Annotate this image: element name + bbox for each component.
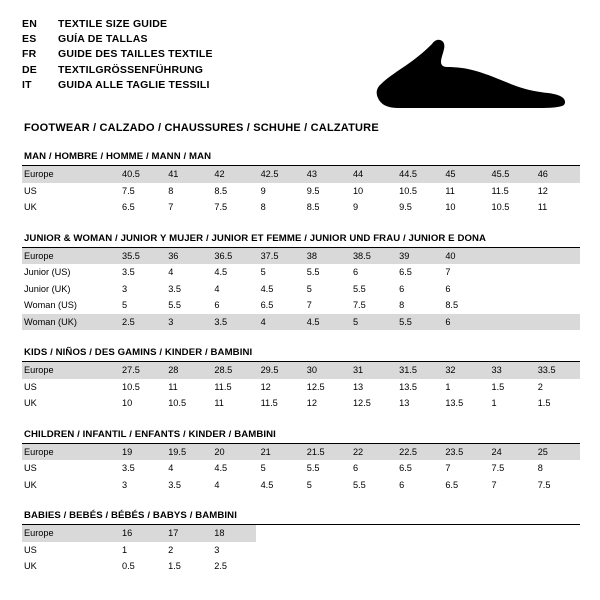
cell: 10 [352,185,364,196]
cell: 0.5 [122,561,135,571]
cell: 6.5 [399,267,412,277]
cell: 42 [210,166,256,183]
cell: 11 [537,202,548,212]
cell: 8.5 [214,185,228,196]
cell: 29.5 [257,362,303,379]
cell: 11 [214,398,224,408]
cell: 4 [257,314,303,331]
size-block-children [22,429,580,494]
cell: 39 [395,248,441,265]
cell: 13 [352,381,364,392]
language-title: GUIDA ALLE TAGLIE TESSILI [58,78,210,91]
cell: 4 [168,267,174,277]
table-row [22,362,580,379]
cell: 20 [210,444,256,461]
cell: 27.5 [118,362,164,379]
cell: 12 [306,398,317,408]
table-row [22,460,580,477]
cell: 40 [441,248,487,265]
cell: 1 [491,398,497,408]
language-title-list [22,18,213,94]
cell: 2 [537,381,543,392]
cell: 6 [399,479,405,490]
cell: 4.5 [260,283,274,294]
cell: 19 [118,444,164,461]
cell: 3 [122,283,128,294]
language-code: ES [22,33,37,46]
cell: 7 [445,267,451,277]
cell: 11.5 [491,185,509,196]
table-row [22,525,256,542]
cell: 31 [349,362,395,379]
table-row [22,395,580,412]
cell [488,281,534,298]
cell: 22.5 [395,444,441,461]
cell: 5.5 [352,479,366,490]
cell: 5 [306,479,312,490]
cell: 8.5 [445,300,459,310]
cell: 2.5 [118,314,164,331]
cell: 6.5 [260,300,274,310]
cell: 5 [349,314,395,331]
cell: 32 [441,362,487,379]
table-row [22,281,580,298]
block-label: CHILDREN / INFANTIL / ENFANTS / KINDER / BAMBINI [22,429,580,444]
size-block-babies [22,510,580,575]
row-header: US [24,185,37,196]
cell: 43 [303,166,349,183]
cell: 5 [122,300,128,310]
cell: 38.5 [349,248,395,265]
cell: 21 [257,444,303,461]
size-table [22,444,580,494]
table-row [22,444,580,461]
language-title: TEXTILE SIZE GUIDE [58,18,168,30]
cell: 16 [118,525,164,542]
cell: 25 [534,444,580,461]
cell: 36.5 [210,248,256,265]
cell: 1 [445,381,451,392]
table-row [22,199,580,216]
cell: 8 [260,202,266,212]
cell: 6 [441,314,487,331]
cell: 41 [164,166,210,183]
block-label: JUNIOR & WOMAN / JUNIOR Y MUJER / JUNIOR ET FEMME / JUNIOR UND FRAU / JUNIOR E DONA [22,233,580,248]
row-header: US [24,544,37,555]
table-row [22,477,580,494]
size-table [22,525,256,575]
cell: 2 [168,544,174,555]
cell: 6 [352,267,359,277]
block-label: KIDS / NIÑOS / DES GAMINS / KINDER / BAMBINI [22,347,580,362]
table-row [22,183,580,200]
row-header: UK [24,561,37,571]
cell: 31.5 [395,362,441,379]
cell: 12.5 [352,398,371,408]
cell: 3.5 [168,479,181,490]
language-title: GUIDE DES TAILLES TEXTILE [58,48,213,61]
cell: 1.5 [491,381,505,392]
cell: 3.5 [122,267,135,277]
cell: 4.5 [214,463,228,473]
cell: 7 [491,479,497,490]
cell: 5 [260,267,266,277]
cell: 11 [168,381,178,392]
row-header: UK [24,202,37,212]
cell: 10.5 [122,381,140,392]
cell: 7 [306,300,312,310]
table-row [22,379,580,396]
language-title: GUÍA DE TALLAS [58,33,148,46]
cell: 10 [445,202,456,212]
cell: 7.5 [352,300,366,310]
cell: 33 [488,362,534,379]
cell: 4 [168,463,174,473]
cell: 37.5 [257,248,303,265]
cell [488,314,534,331]
cell: 23.5 [441,444,487,461]
cell: 11.5 [214,381,232,392]
table-row [22,558,256,575]
cell: 7.5 [214,202,228,212]
block-label: BABIES / BEBÉS / BÉBÉS / BABYS / BAMBINI [22,510,580,525]
block-label: MAN / HOMBRE / HOMME / MANN / MAN [22,151,580,166]
cell: 24 [488,444,534,461]
language-code: FR [22,48,37,61]
table-row [22,248,580,265]
cell: 7 [168,202,174,212]
row-header: US [24,463,37,473]
cell: 9 [352,202,359,212]
cell [488,297,534,314]
cell: 3 [214,544,220,555]
cell: 11.5 [260,398,278,408]
language-row [22,33,213,48]
cell: 13.5 [399,381,418,392]
cell: 3.5 [168,283,181,294]
cell: 5.5 [168,300,181,310]
language-row [22,64,213,79]
language-row [22,48,213,63]
cell: 3.5 [122,463,135,473]
cell: 21.5 [303,444,349,461]
category-title: FOOTWEAR / CALZADO / CHAUSSURES / SCHUHE / CALZATURE [24,122,379,134]
row-header: Junior (UK) [24,283,71,294]
cell: 6.5 [445,479,459,490]
row-header: Junior (US) [24,267,71,277]
cell: 8 [168,185,174,196]
cell: 2.5 [214,561,227,571]
cell: 18 [210,525,256,542]
cell: 5.5 [306,463,320,473]
cell [534,264,580,281]
cell: 1.5 [537,398,551,408]
cell: 5.5 [352,283,366,294]
cell: 8 [537,463,543,473]
row-header: Europe [22,362,118,379]
cell: 22 [349,444,395,461]
cell: 40.5 [118,166,164,183]
cell: 10.5 [399,185,418,196]
language-code: IT [22,78,32,91]
cell: 44 [349,166,395,183]
page-header [22,18,580,110]
cell: 13.5 [445,398,464,408]
cell: 4 [214,479,220,490]
cell: 28 [164,362,210,379]
cell: 28.5 [210,362,256,379]
cell: 4 [214,283,220,294]
cell: 6 [352,463,359,473]
cell: 7.5 [122,185,135,196]
cell: 9 [260,185,266,196]
cell: 5 [260,463,266,473]
cell: 3 [122,479,128,490]
cell: 6.5 [122,202,135,212]
cell: 4.5 [214,267,228,277]
cell: 8.5 [306,202,320,212]
cell: 12.5 [306,381,325,392]
cell [488,264,534,281]
cell: 10 [122,398,133,408]
row-header: Woman (US) [24,300,77,310]
cell: 17 [164,525,210,542]
cell: 7.5 [537,479,551,490]
cell: 42.5 [257,166,303,183]
dress-shoe-silhouette-icon [370,38,570,112]
cell: 10.5 [168,398,187,408]
size-block-kids [22,347,580,412]
cell: 5 [306,283,312,294]
cell: 6 [445,283,451,294]
language-title: TEXTILGRÖSSENFÜHRUNG [58,63,204,76]
cell: 44.5 [395,166,441,183]
cell: 5.5 [306,267,320,277]
row-header: UK [24,479,37,490]
size-table [22,248,580,331]
cell: 7 [445,463,451,473]
cell: 45.5 [488,166,534,183]
language-row [22,79,213,94]
cell: 8 [399,300,405,310]
cell: 10.5 [491,202,510,212]
cell: 1 [122,544,128,555]
cell: 30 [303,362,349,379]
size-block-man [22,151,580,216]
table-row [22,314,580,331]
row-header: US [24,381,37,392]
row-header: Europe [22,444,118,461]
size-block-junior-woman [22,233,580,331]
cell: 12 [537,185,548,196]
cell [534,281,580,298]
cell: 6.5 [399,463,412,473]
language-code: DE [22,63,37,76]
cell: 9.5 [306,185,320,196]
cell: 13 [399,398,410,408]
cell: 35.5 [118,248,164,265]
table-row [22,166,580,183]
cell: 7.5 [491,463,505,473]
cell: 3.5 [210,314,256,331]
cell: 12 [260,381,271,392]
cell: 3 [164,314,210,331]
cell: 33.5 [534,362,580,379]
cell: 6 [399,283,405,294]
cell: 11 [445,185,455,196]
cell: 36 [164,248,210,265]
cell: 5.5 [395,314,441,331]
cell: 4.5 [303,314,349,331]
table-row [22,297,580,314]
cell [488,248,534,265]
size-table [22,166,580,216]
row-header: Europe [22,166,118,183]
table-row [22,264,580,281]
cell: 9.5 [399,202,412,212]
cell: 38 [303,248,349,265]
row-header: Woman (UK) [22,314,118,331]
cell [534,248,580,265]
cell: 1.5 [168,561,181,571]
cell [534,297,580,314]
cell: 19.5 [164,444,210,461]
cell: 46 [534,166,580,183]
language-row [22,18,213,33]
table-row [22,542,256,559]
row-header: UK [24,398,37,408]
row-header: Europe [22,525,118,542]
cell: 4.5 [260,479,274,490]
size-table [22,362,580,412]
language-code: EN [22,18,37,30]
cell [534,314,580,331]
cell: 6 [214,300,220,310]
cell: 45 [441,166,487,183]
row-header: Europe [22,248,118,265]
